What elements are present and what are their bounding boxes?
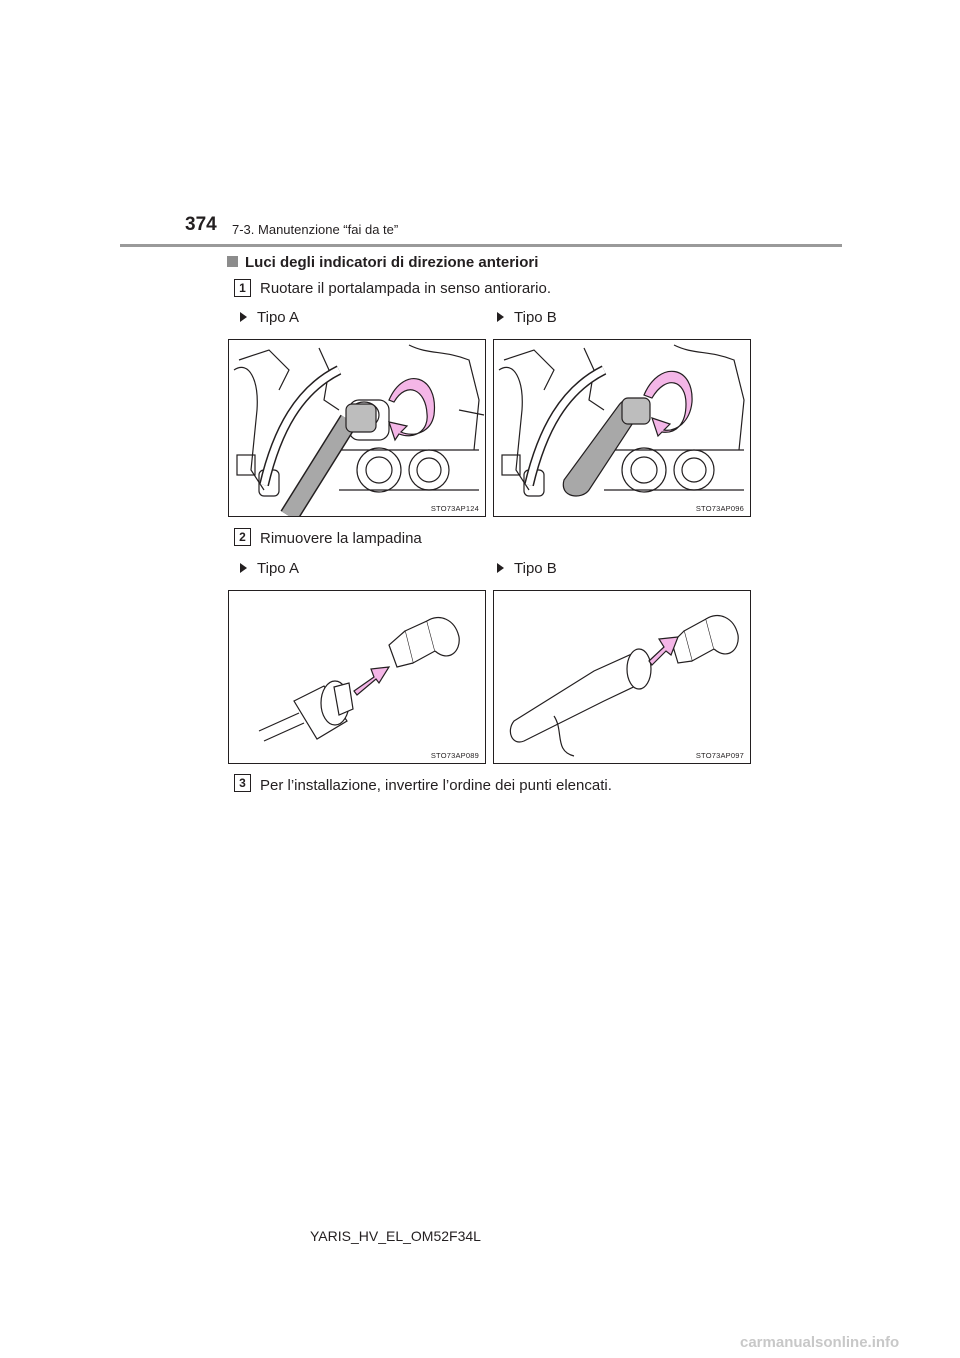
triangle-bullet-icon [497,563,504,573]
figure-code: STO73AP096 [695,504,744,513]
step-badge-3: 3 [234,774,251,792]
triangle-bullet-icon [240,312,247,322]
tipo-label-b2: Tipo B [497,560,557,577]
remove-bulb-a-illustration [229,591,485,763]
figure-code: STO73AP089 [430,751,479,760]
step-badge-1: 1 [234,279,251,297]
triangle-bullet-icon [240,563,247,573]
step-text-2: Rimuovere la lampadina [260,530,422,547]
subsection-heading [227,254,538,271]
tipo-label-a2: Tipo A [240,560,299,577]
rotate-socket-b-illustration [494,340,750,516]
remove-bulb-b-illustration [494,591,750,763]
document-code: YARIS_HV_EL_OM52F34L [310,1228,481,1244]
step-text-1: Ruotare il portalampada in senso antiorario. [260,280,551,297]
page-number: 374 [185,214,217,235]
figure-tipo-a-rotate [228,339,486,517]
step-text-3: Per l’installazione, invertire l’ordine dei punti elencati. [260,777,612,794]
tipo-label-b1: Tipo B [497,309,557,326]
section-title: 7-3. Manutenzione “fai da te” [232,222,399,237]
header-rule [120,244,842,247]
figure-tipo-b-bulb [493,590,751,764]
watermark: carmanualsonline.info [740,1334,900,1351]
tipo-label-a1: Tipo A [240,309,299,326]
figure-tipo-a-bulb [228,590,486,764]
heading-text: Luci degli indicatori di direzione anteriori [245,254,539,271]
figure-tipo-b-rotate [493,339,751,517]
rotate-socket-a-illustration [229,340,485,516]
figure-code: STO73AP124 [430,504,479,513]
square-bullet-icon [227,256,238,267]
step-badge-2: 2 [234,528,251,546]
figure-code: STO73AP097 [695,751,744,760]
triangle-bullet-icon [497,312,504,322]
